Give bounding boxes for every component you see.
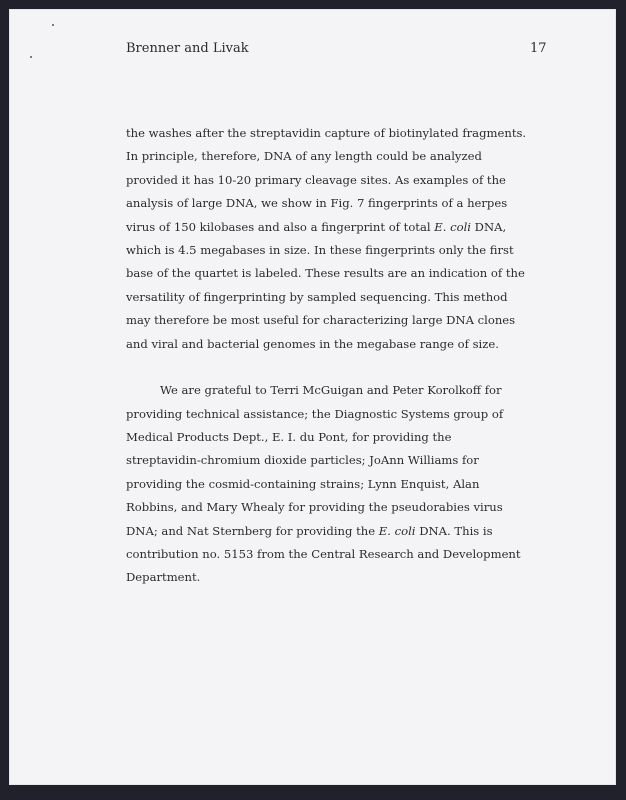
paragraph1-line: may therefore be most useful for characterizing large DNA clones xyxy=(126,313,516,328)
paragraph2-line: We are grateful to Terri McGuigan and Peter Korolkoff for xyxy=(160,383,502,398)
paragraph1-line: In principle, therefore, DNA of any length could be analyzed xyxy=(126,149,482,164)
paragraph2-line: streptavidin-chromium dioxide particles; JoAnn Williams for xyxy=(126,453,479,468)
paragraph2-line: Robbins, and Mary Whealy for providing the pseudorabies virus xyxy=(126,500,503,515)
paragraph2-line: Department. xyxy=(126,570,201,585)
paragraph1-line: base of the quartet is labeled. These results are an indication of the xyxy=(126,266,525,281)
paragraph-gap xyxy=(126,356,516,379)
paragraph2-line xyxy=(126,520,516,543)
text-run: DNA. This is xyxy=(415,523,493,538)
paragraph1-line xyxy=(126,216,516,239)
document-page xyxy=(10,10,615,784)
italic-species-name: E. coli xyxy=(434,219,471,234)
paragraph1-line: the washes after the streptavidin capture of biotinylated fragments. xyxy=(126,126,527,140)
text-run: DNA; and Nat Sternberg for providing the xyxy=(126,523,379,538)
paragraph1-line: which is 4.5 megabases in size. In these fingerprints only the first xyxy=(126,242,514,257)
running-header-author: Brenner and Livak xyxy=(126,41,249,56)
italic-species-name: E. coli xyxy=(378,523,416,538)
paragraph1-line: versatility of fingerprinting by sampled sequencing. This method xyxy=(126,289,508,304)
paragraph2-line: contribution no. 5153 from the Central Research and Development xyxy=(126,547,521,562)
scan-speck xyxy=(52,24,54,26)
paragraph2-line: Medical Products Dept., E. I. du Pont, for providing the xyxy=(126,430,452,445)
paragraph1-line: and viral and bacterial genomes in the megabase range of size. xyxy=(126,336,499,351)
paragraph2-line: providing technical assistance; the Diagnostic Systems group of xyxy=(126,406,504,421)
page-number: 17 xyxy=(530,41,547,56)
paragraph1-line: provided it has 10-20 primary cleavage sites. As examples of the xyxy=(126,172,506,187)
body-text xyxy=(126,122,527,590)
paragraph1-line: analysis of large DNA, we show in Fig. 7 fingerprints of a herpes xyxy=(126,196,508,211)
text-run: DNA, xyxy=(471,219,507,234)
paragraph2-line: providing the cosmid-containing strains; Lynn Enquist, Alan xyxy=(126,476,480,491)
scan-speck xyxy=(30,56,32,58)
text-run: virus of 150 kilobases and also a fingerprint of total xyxy=(126,219,435,234)
